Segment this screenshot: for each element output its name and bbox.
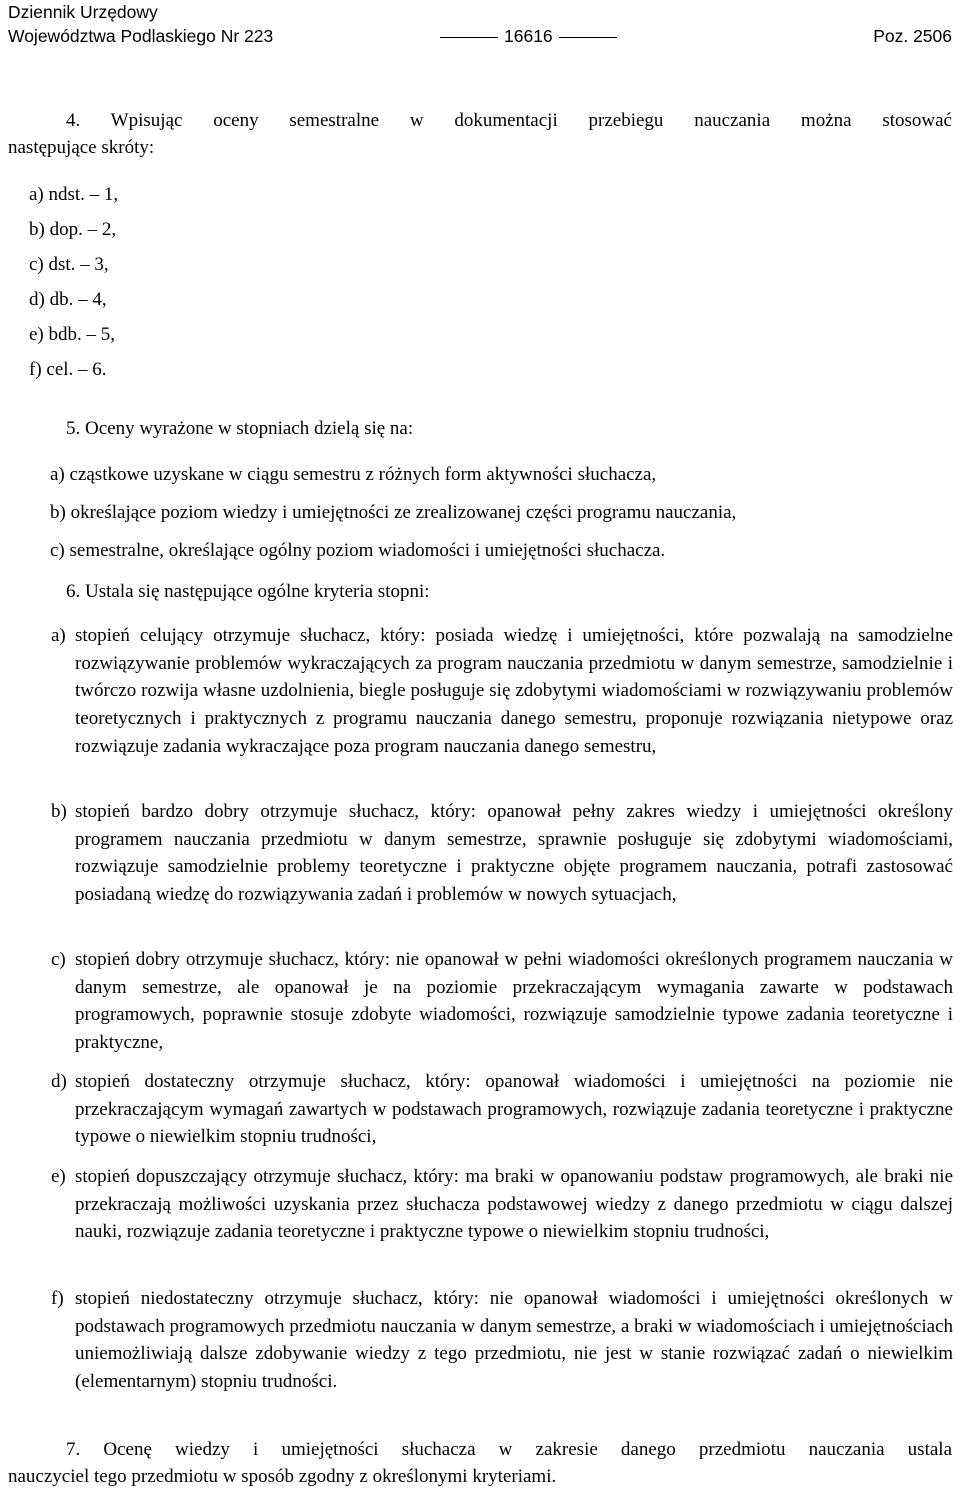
- criteria-item-d-text: stopień dostateczny otrzymuje słuchacz, który: opanował wiadomości i umiejętności na poziomie nie przekraczającym wymagań zawartych w podstawach programowych, rozwiązuje zadania teoretyczne i praktyczne typowe o niewielkim stopniu trudności,: [75, 1071, 953, 1148]
- section7-line1: 7. Ocenę wiedzy i umiejętności słuchacza w zakresie danego przedmiotu nauczania ustala: [66, 1439, 952, 1460]
- section4-item-a: a) ndst. – 1,: [29, 184, 119, 205]
- criteria-item-f: [51, 1285, 953, 1396]
- section7-line2: nauczyciel tego przedmiotu w sposób zgodny z określonymi kryteriami.: [8, 1466, 557, 1487]
- criteria-item-e: [51, 1163, 953, 1246]
- criteria-item-c-label: c): [51, 949, 66, 970]
- position-number: Poz. 2506: [873, 26, 952, 46]
- criteria-item-a: [51, 622, 953, 761]
- dash-left: [440, 37, 498, 38]
- journal-title: Dziennik Urzędowy: [8, 2, 158, 22]
- criteria-item-e-text: stopień dopuszczający otrzymuje słuchacz, który: ma braki w opanowaniu podstaw programowych, ale braki nie przekraczają możliwości uzyskania przez słuchacza podstawowej wiedzy z danego przedmiotu w ciągu dalszej nauki, rozwiązuje zadania teoretyczne i praktyczne typowe o niewielkim stopniu trudności,: [75, 1166, 953, 1243]
- section4-item-d: d) db. – 4,: [29, 289, 107, 310]
- section5-intro: 5. Oceny wyrażone w stopniach dzielą się na:: [66, 418, 414, 439]
- section4-intro-line1: 4. Wpisując oceny semestralne w dokumentacji przebiegu nauczania można stosować: [66, 110, 952, 131]
- criteria-item-b: [51, 798, 953, 909]
- section5-item-b: b) określające poziom wiedzy i umiejętności ze zrealizowanej części programu nauczania,: [50, 502, 737, 523]
- page-number-block: [434, 24, 623, 48]
- page-number: 16616: [504, 26, 553, 46]
- criteria-item-c-text: stopień dobry otrzymuje słuchacz, który: nie opanował w pełni wiadomości określonych programem nauczania w danym semestrze, ale opanował je na poziomie przekraczającym wymagania zawarte w podstawach programowych, poprawnie stosuje zdobyte wiadomości, rozwiązuje samodzielnie typowe zadania teoretyczne i praktyczne,: [75, 949, 953, 1054]
- section5-item-c: c) semestralne, określające ogólny poziom wiadomości i umiejętności słuchacza.: [50, 540, 666, 561]
- dash-right: [559, 37, 617, 38]
- section4-item-e: e) bdb. – 5,: [29, 324, 116, 345]
- criteria-item-b-text: stopień bardzo dobry otrzymuje słuchacz, który: opanował pełny zakres wiedzy i umiejętności określony programem nauczania przedmiotu w danym semestrze, sprawnie posługuje się zdobytymi wiadomościami, rozwiązuje samodzielnie problemy teoretyczne i praktyczne objęte programem nauczania, potrafi zastosować posiadaną wiedzę do rozwiązywania zadań i problemów w nowych sytuacjach,: [75, 801, 953, 906]
- criteria-item-f-text: stopień niedostateczny otrzymuje słuchacz, który: nie opanował wiadomości i umiejętności określonych w podstawach programowych przedmiotu nauczania w danym semestrze, a braki w wiadomościach i umiejętnościach uniemożliwiają dalsze zdobywanie wiedzy z tego przedmiotu, nie jest w stanie rozwiązać zadań o niewielkim (elementarnym) stopniu trudności.: [75, 1288, 953, 1393]
- section4-item-f: f) cel. – 6.: [29, 359, 107, 380]
- section6-intro: 6. Ustala się następujące ogólne kryteria stopni:: [66, 581, 430, 602]
- section5-item-a: a) cząstkowe uzyskane w ciągu semestru z różnych form aktywności słuchacza,: [50, 464, 657, 485]
- criteria-item-d-label: d): [51, 1071, 67, 1092]
- section4-intro-line2: następujące skróty:: [8, 137, 155, 158]
- section4-item-c: c) dst. – 3,: [29, 254, 109, 275]
- criteria-item-d: [51, 1068, 953, 1151]
- criteria-item-a-label: a): [51, 625, 66, 646]
- criteria-item-b-label: b): [51, 801, 67, 822]
- criteria-item-f-label: f): [51, 1288, 64, 1309]
- criteria-item-a-text: stopień celujący otrzymuje słuchacz, który: posiada wiedzę i umiejętności, które pozwalają na samodzielne rozwiązywanie problemów wykraczających za program nauczania przedmiotu w danym semestrze, samodzielnie i twórczo rozwija własne uzdolnienia, biegle posługuje się zdobytymi wiadomościami w rozwiązywaniu problemów teoretycznych i praktycznych z programu nauczania danego semestru, proponuje rozwiązania nietypowe oraz rozwiązuje zadania wykraczające poza program nauczania danego semestru,: [75, 625, 953, 757]
- journal-issue: Województwa Podlaskiego Nr 223: [8, 26, 274, 46]
- criteria-item-e-label: e): [51, 1166, 66, 1187]
- criteria-item-c: [51, 946, 953, 1057]
- section4-item-b: b) dop. – 2,: [29, 219, 117, 240]
